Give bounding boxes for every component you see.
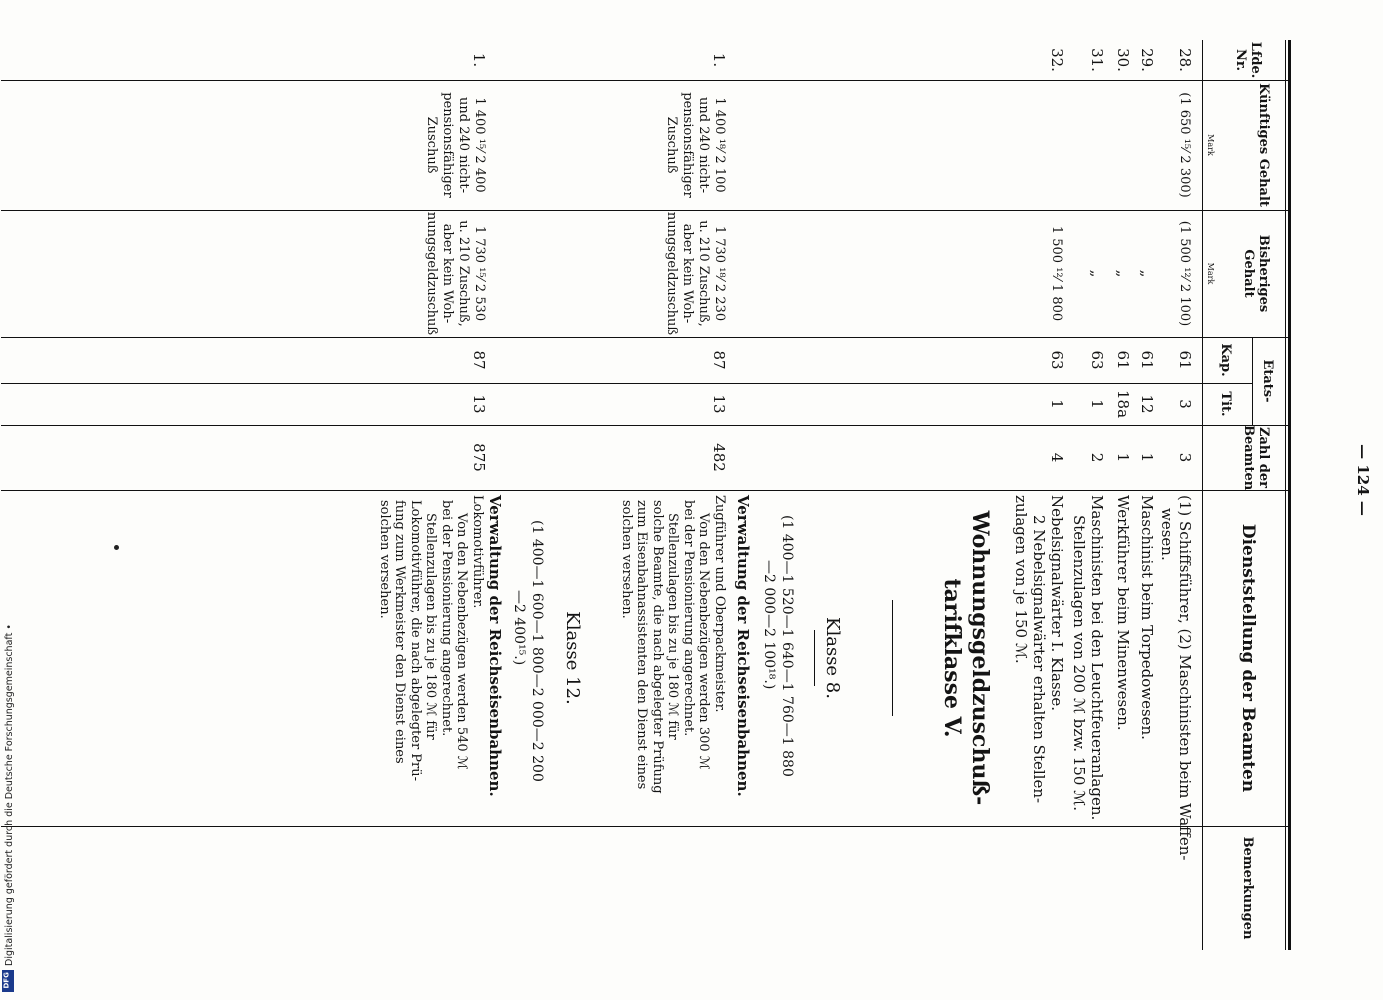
klasse-8-tit: 13 [710,394,728,414]
klasse-12-bisher-line: aber kein Woh- [440,223,455,324]
klasse-12-bisher-line: nungsgeldzuschuß [424,211,439,336]
dfg-logo-text: DFG [2,972,11,989]
klasse-12-scale-line2: —2 400¹⁵.) [511,590,527,666]
table-top-rule [1288,40,1291,950]
klasse-8-kuenftig-line: pensionsfähiger [680,92,695,198]
header-lfde-nr: Lfde. Nr. [1233,41,1263,79]
klasse-8-dienst-line: zum Eisenbahnassistenten den Dienst eines [634,500,650,790]
digitization-stamp [0,196,16,996]
klasse-12-kuenftig [423,80,487,210]
header-bemerkungen: Bemerkungen [1240,836,1255,940]
header-mark-unit: Mark [1206,262,1215,285]
row-28-bisher: (1 500 ¹²⁄ 2 100) [1177,220,1192,327]
row-32-dienst-line2: 2 Nebelsignalwärter erhalten Stellen- [1030,515,1048,804]
klasse-12-kap: 87 [470,350,488,370]
klasse-8-dienst-line: Von den Nebenbezügen werden 300 ℳ [696,513,712,770]
klasse-8-underline [814,630,815,686]
row-32-zahl: 4 [1048,452,1066,463]
header-bottom-rule [1202,40,1203,950]
col-divider [1,490,1291,491]
row-28-tit: 3 [1176,399,1194,409]
klasse-8-kuenftig-line: 1 400 ¹⁸⁄ 2 100 [712,97,727,193]
row-31-tit: 1 [1088,399,1106,409]
klasse-8-dienst-line: solche Beamte, die nach abgelegter Prüfung [650,500,665,794]
row-31-nr: 31. [1088,48,1106,72]
klasse-8-kap: 87 [710,350,728,370]
klasse-12-kuenftig-line: pensionsfähiger [440,92,455,198]
header-mark-unit: Mark [1206,134,1215,156]
etats-divider [1252,337,1253,425]
header-kap: Kap. [1218,343,1233,377]
klasse-8-dienst-line: solchen versehen. [619,500,634,619]
row-28-dienst-line2: wesen. [1158,508,1176,561]
col-divider [1,383,1253,384]
klasse-12-kuenftig-line: 1 400 ¹⁵⁄ 2 400 [472,97,487,193]
klasse-12-kuenftig-line: und 240 nicht- [456,97,471,193]
row-28-kap: 61 [1176,350,1194,370]
klasse-8-kuenftig-line: und 240 nicht- [696,97,711,193]
section-title-line2: tarifklasse V. [939,578,965,738]
row-29-nr: 29. [1138,48,1156,72]
klasse-12-bisher [423,210,487,337]
klasse-8-scale-line1: (1 400—1 520—1 640—1 760—1 880 [779,515,795,777]
klasse-12-heading: Verwaltung der Reichseisenbahnen. [486,495,504,797]
row-32-dienst-line3: zulagen von je 150 ℳ. [1012,495,1030,664]
klasse-12-bisher-line: u. 210 Zuschuß, [456,220,471,327]
klasse-8-dienst-line: bei der Pensionierung angerechnet. [681,500,696,737]
klasse-12-bisher-line: 1 730 ¹⁵⁄ 2 530 [472,225,487,322]
row-28-nr: 28. [1176,48,1194,72]
klasse-8-heading: Verwaltung der Reichseisenbahnen. [734,495,752,797]
row-31-kap: 63 [1088,350,1106,370]
row-31-bisher: „ [1088,269,1106,278]
page-number: — 124 — [1354,444,1372,516]
klasse-8-bisher [663,210,727,337]
row-30-tit: 18a [1114,389,1132,419]
klasse-12-dienst-line: fung zum Werkmeister den Dienst eines [392,500,408,764]
klasse-12-title: Klasse 12. [562,611,583,705]
section-divider [892,600,893,716]
klasse-12-dienst-line: bei der Pensionierung angerechnet. [439,500,454,737]
klasse-12-dienst-line: Von den Nebenbezügen werden 540 ℳ [454,513,470,770]
row-28-dienst-line1: (1) Schiffsführer, (2) Maschinisten beim Waffen- [1176,495,1194,861]
header-etats: Etats- [1260,359,1275,403]
row-29-tit: 12 [1138,394,1156,414]
header-dienststellung: Dienststellung der Beamten [1238,523,1258,793]
klasse-12-nr: 1. [470,52,488,68]
klasse-12-dienst [377,495,486,781]
klasse-8-title: Klasse 8. [822,617,843,699]
row-28-kuenftig: (1 650 ¹⁵⁄ 2 300) [1177,92,1192,198]
klasse-12-dienst-line: Lokomotivführer, die nach abgelegter Prü- [408,500,423,782]
dfg-logo [2,970,14,992]
klasse-8-dienst-line: Stellenzulagen bis zu je 180 ℳ für [665,513,681,740]
klasse-8-nr: 1. [710,52,728,68]
row-30-kap: 61 [1114,350,1132,370]
row-32-dienst-line1: Nebelsignalwärter I. Klasse. [1048,495,1066,712]
row-29-zahl: 1 [1138,452,1156,463]
row-29-bisher: „ [1138,269,1156,278]
row-31-zahl: 2 [1088,452,1106,463]
header-bisheriges-gehalt: Bisheriges Gehalt [1241,234,1271,313]
klasse-12-scale-line1: (1 400—1 600—1 800—2 000—2 200 [529,520,545,782]
header-tit: Tit. [1218,391,1233,417]
klasse-8-bisher-line: u. 210 Zuschuß, [696,220,711,327]
klasse-8-bisher-line: nungsgeldzuschuß [664,211,679,336]
row-32-nr: 32. [1048,48,1066,72]
row-32-kap: 63 [1048,350,1066,370]
row-29-dienst: Maschinist beim Torpedowesen. [1138,495,1156,740]
col-divider [1,80,1291,81]
header-zahl-der-beamten: Zahl der Beamten [1241,425,1271,491]
klasse-12-kuenftig-line: Zuschuß [424,116,439,174]
stamp-text: Digitalisierung gefördert durch die Deutsche Forschungsgemeinschaft • [4,624,15,966]
klasse-12-dienst-line: Lokomotivführer. [470,495,485,609]
klasse-8-bisher-line: aber kein Woh- [680,223,695,324]
klasse-12-tit: 13 [470,394,488,414]
col-divider [1,826,1291,827]
row-28-zahl: 3 [1176,452,1194,463]
klasse-8-kuenftig [663,80,727,210]
table-top-rule-thin [1285,40,1286,950]
row-32-tit: 1 [1048,399,1066,409]
row-31-dienst-line2: Stellenzulagen von 200 ℳ bzw. 150 ℳ. [1070,515,1088,811]
section-title-line1: Wohnungsgeldzuschuß- [967,510,993,806]
row-30-zahl: 1 [1114,452,1132,463]
row-30-dienst: Werkführer beim Minenwesen. [1114,495,1132,731]
klasse-8-scale-line2: —2 000—2 100¹⁸.) [761,560,777,690]
stray-dot [114,545,119,550]
row-31-dienst-line1: Maschinisten bei den Leuchtfeueranlagen. [1088,495,1106,821]
klasse-8-kuenftig-line: Zuschuß [664,116,679,174]
row-32-bisher: 1 500 ¹²⁄ 1 800 [1049,225,1064,322]
klasse-12-zahl: 875 [470,443,488,472]
row-30-nr: 30. [1114,48,1132,72]
klasse-8-bisher-line: 1 730 ¹⁸⁄ 2 230 [712,225,727,322]
klasse-8-zahl: 482 [710,443,728,472]
klasse-8-dienst [619,495,728,794]
klasse-12-dienst-line: solchen versehen. [377,500,392,619]
klasse-12-dienst-line: Stellenzulagen bis zu je 180 ℳ für [423,513,439,740]
header-kuenftiges-gehalt: Künftiges Gehalt [1256,83,1271,207]
row-30-bisher: „ [1114,269,1132,278]
klasse-8-dienst-line: Zugführer und Oberpackmeister. [712,495,727,713]
row-29-kap: 61 [1138,350,1156,370]
